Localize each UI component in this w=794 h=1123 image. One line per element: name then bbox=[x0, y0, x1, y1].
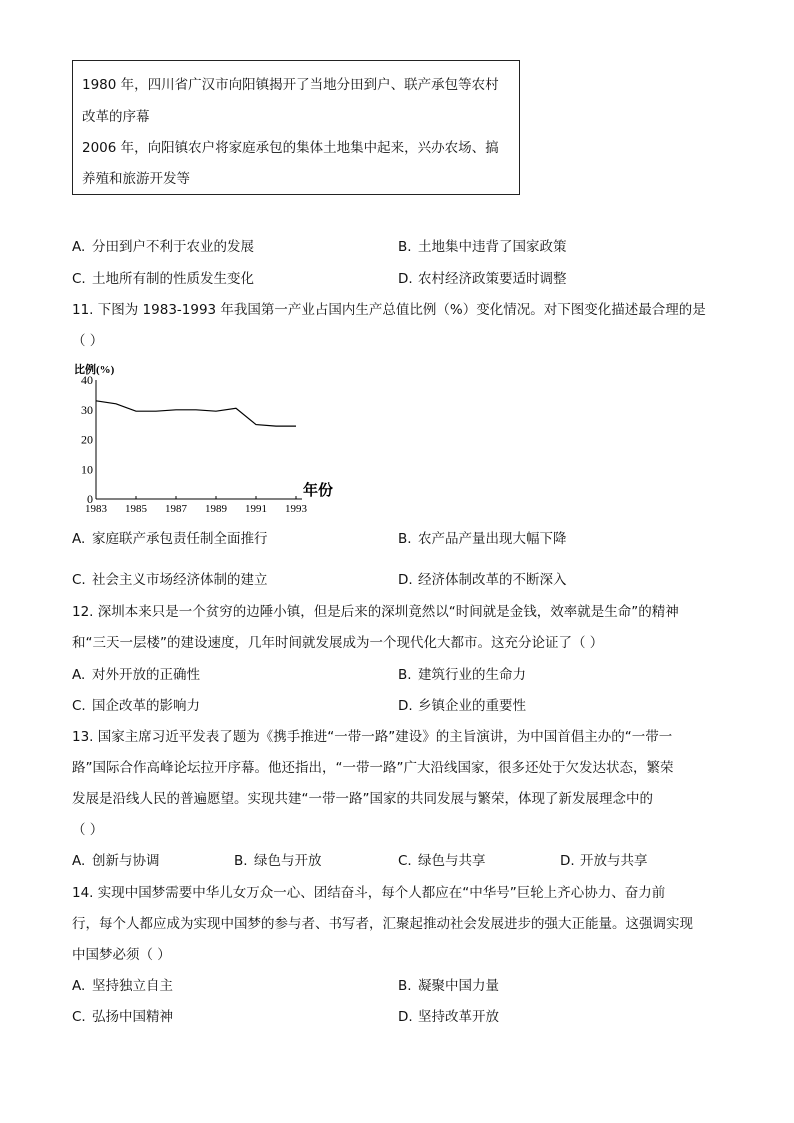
line-chart bbox=[70, 360, 340, 520]
q12-stem: 和“三天一层楼”的建设速度，几年时间就发展成为一个现代化大都市。这充分论证了（ ） bbox=[72, 635, 604, 651]
q10-option-d[interactable]: D. 农村经济政策要适时调整 bbox=[398, 271, 567, 287]
material-line: 改革的序幕 bbox=[82, 109, 150, 125]
q11-stem: （ ） bbox=[72, 333, 104, 349]
q14-option-b[interactable]: B. 凝聚中国力量 bbox=[398, 978, 499, 994]
q13-stem: 13. 国家主席习近平发表了题为《携手推进“一带一路”建设》的主旨演讲，为中国首倡主办的“一带一 bbox=[72, 729, 673, 745]
material-line: 养殖和旅游开发等 bbox=[82, 171, 190, 187]
y-tick-label: 20 bbox=[81, 432, 93, 447]
x-axis-label: 年份 bbox=[303, 483, 334, 499]
q13-stem: 发展是沿线人民的普遍愿望。实现共建“一带一路”国家的共同发展与繁荣，体现了新发展理念中的 bbox=[72, 791, 653, 807]
q14-option-c[interactable]: C. 弘扬中国精神 bbox=[72, 1009, 173, 1025]
x-tick-label: 1989 bbox=[205, 503, 227, 515]
q13-option-b[interactable]: B. 绿色与开放 bbox=[234, 853, 322, 869]
q11-option-d[interactable]: D. 经济体制改革的不断深入 bbox=[398, 572, 567, 588]
q14-stem: 14. 实现中国梦需要中华儿女万众一心、团结奋斗，每个人都应在“中华号”巨轮上齐心协力、奋力前 bbox=[72, 885, 666, 901]
q10-option-c[interactable]: C. 土地所有制的性质发生变化 bbox=[72, 271, 254, 287]
q10-option-a[interactable]: A. 分田到户不利于农业的发展 bbox=[72, 239, 254, 255]
q11-option-c[interactable]: C. 社会主义市场经济体制的建立 bbox=[72, 572, 268, 588]
q12-option-d[interactable]: D. 乡镇企业的重要性 bbox=[398, 698, 526, 714]
q14-option-d[interactable]: D. 坚持改革开放 bbox=[398, 1009, 499, 1025]
series-line bbox=[96, 401, 296, 426]
q13-option-d[interactable]: D. 开放与共享 bbox=[560, 853, 648, 869]
x-tick-label: 1987 bbox=[165, 503, 187, 515]
q13-stem: 路”国际合作高峰论坛拉开序幕。他还指出，“一带一路”广大沿线国家，很多还处于欠发达状态，繁荣 bbox=[72, 760, 674, 776]
q14-stem: 中国梦必须（ ） bbox=[72, 947, 171, 963]
x-tick-label: 1991 bbox=[245, 503, 267, 515]
q12-option-b[interactable]: B. 建筑行业的生命力 bbox=[398, 667, 526, 683]
q11-option-a[interactable]: A. 家庭联产承包责任制全面推行 bbox=[72, 531, 268, 547]
y-tick-label: 40 bbox=[81, 373, 93, 387]
q13-option-c[interactable]: C. 绿色与共享 bbox=[398, 853, 486, 869]
q14-option-a[interactable]: A. 坚持独立自主 bbox=[72, 978, 173, 994]
material-line: 1980 年，四川省广汉市向阳镇揭开了当地分田到户、联产承包等农村 bbox=[82, 77, 499, 93]
y-tick-label: 10 bbox=[81, 462, 93, 477]
material-box bbox=[72, 60, 520, 195]
q11-stem: 11. 下图为 1983-1993 年我国第一产业占国内生产总值比例（%）变化情况。对下图变化描述最合理的是 bbox=[72, 302, 706, 318]
q11-option-b[interactable]: B. 农产品产量出现大幅下降 bbox=[398, 531, 567, 547]
q12-stem: 12. 深圳本来只是一个贫穷的边陲小镇，但是后来的深圳竟然以“时间就是金钱，效率就是生命”的精神 bbox=[72, 604, 679, 620]
x-tick-label: 1993 bbox=[285, 503, 307, 515]
x-tick-label: 1983 bbox=[85, 503, 107, 515]
y-tick-label: 0 bbox=[87, 492, 93, 506]
q13-option-a[interactable]: A. 创新与协调 bbox=[72, 853, 160, 869]
q14-stem: 行，每个人都应成为实现中国梦的参与者、书写者，汇聚起推动社会发展进步的强大正能量。这强调实现 bbox=[72, 916, 693, 932]
y-tick-label: 30 bbox=[81, 402, 93, 417]
x-tick-label: 1985 bbox=[125, 503, 147, 515]
q12-option-a[interactable]: A. 对外开放的正确性 bbox=[72, 667, 200, 683]
q13-stem: （ ） bbox=[72, 822, 104, 838]
material-line: 2006 年，向阳镇农户将家庭承包的集体土地集中起来，兴办农场、搞 bbox=[82, 140, 499, 156]
y-axis-label: 比例(%) bbox=[74, 364, 115, 376]
q10-option-b[interactable]: B. 土地集中违背了国家政策 bbox=[398, 239, 567, 255]
q12-option-c[interactable]: C. 国企改革的影响力 bbox=[72, 698, 200, 714]
